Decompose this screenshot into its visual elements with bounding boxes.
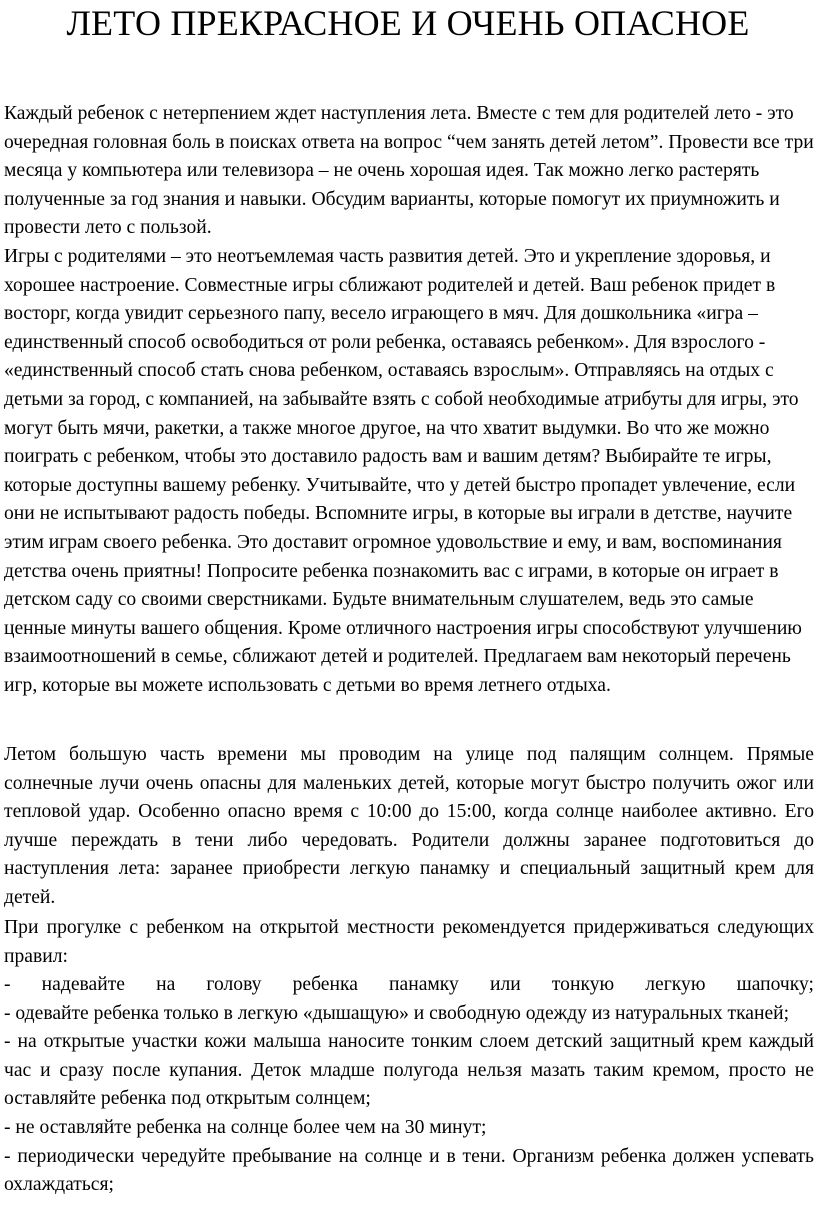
rule-item-3: - на открытые участки кожи малыша наносите тонким слоем детский защитный крем каждый час и сразу после купания. Деток младше полугода нельзя мазать таким кремом, просто не оставляйте ребенка под открытым солнцем; [4,1031,814,1110]
page-title: ЛЕТО ПРЕКРАСНОЕ И ОЧЕНЬ ОПАСНОЕ [66,3,750,43]
rule-item-2: - одевайте ребенка только в легкую «дышащую» и свободную одежду из натуральных тканей; [4,1002,790,1024]
sun-paragraph: Летом большую часть времени мы проводим на улице под палящим солнцем. Прямые солнечные лучи очень опасны для маленьких детей, которые могут быстро получить ожог или тепловой удар. Особенно опасно время с 10:00 до 15:00, когда солнце наиболее активно. Его лучше переждать в тени либо чередовать. Родители должны заранее подготовиться до наступления лета: заранее приобрести легкую панамку и специальный защитный крем для детей. [4,744,814,908]
rules-list [4,971,814,1200]
intro-section [4,100,814,700]
intro-paragraph-1: Каждый ребенок с нетерпением ждет наступления лета. Вместе с тем для родителей лето - это очередная головная боль в поисках ответа на вопрос “чем занять детей летом”. Провести все три месяца у компьютера или телевизора – не очень хорошая идея. Так можно легко растерять полученные за год знания и навыки. Обсудим варианты, которые помогут их приумножить и провести лето с пользой. [4,103,814,239]
rule-item-4: - не оставляйте ребенка на солнце более чем на 30 минут; [4,1116,487,1138]
rule-item-5: - периодически чередуйте пребывание на солнце и в тени. Организм ребенка должен успевать охлаждаться; [4,1145,814,1196]
intro-paragraph-2: Игры с родителями – это неотъемлемая часть развития детей. Это и укрепление здоровья, и хорошее настроение. Совместные игры сближают родителей и детей. Ваш ребенок придет в восторг, когда увидит серьезного папу, весело играющего в мяч. Для дошкольника «игра – единственный способ освободиться от роли ребенка, оставаясь ребенком». Для взрослого - «единственный способ стать снова ребенком, оставаясь взрослым». Отправляясь на отдых с детьми за город, с компанией, на забывайте взять с собой необходимые атрибуты для игры, это могут быть мячи, ракетки, а также многое другое, на что хватит выдумки. Во что же можно поиграть с ребенком, чтобы это доставило радость вам и вашим детям? Выбирайте те игры, которые доступны вашему ребенку. Учитывайте, что у детей быстро пропадет увлечение, если они не испытывают радость победы. Вспомните игры, в которые вы играли в детстве, научите этим играм своего ребенка. Это доставит огромное удовольствие и ему, и вам, воспоминания детства очень приятны! Попросите ребенка познакомить вас с играми, в которые он играет в детском саду со своими сверстниками. Будьте внимательным слушателем, ведь это самые ценные минуты вашего общения. Кроме отличного настроения игры способствуют улучшению взаимоотношений в семье, сближают детей и родителей. Предлагаем вам некоторый перечень игр, которые вы можете использовать с детьми во время летнего отдыха. [4,245,802,696]
rule-item-1: - надевайте на голову ребенка панамку или тонкую легкую шапочку; [4,974,814,995]
rules-intro-paragraph: При прогулке с ребенком на открытой местности рекомендуется придерживаться следующих правил: [4,917,814,967]
